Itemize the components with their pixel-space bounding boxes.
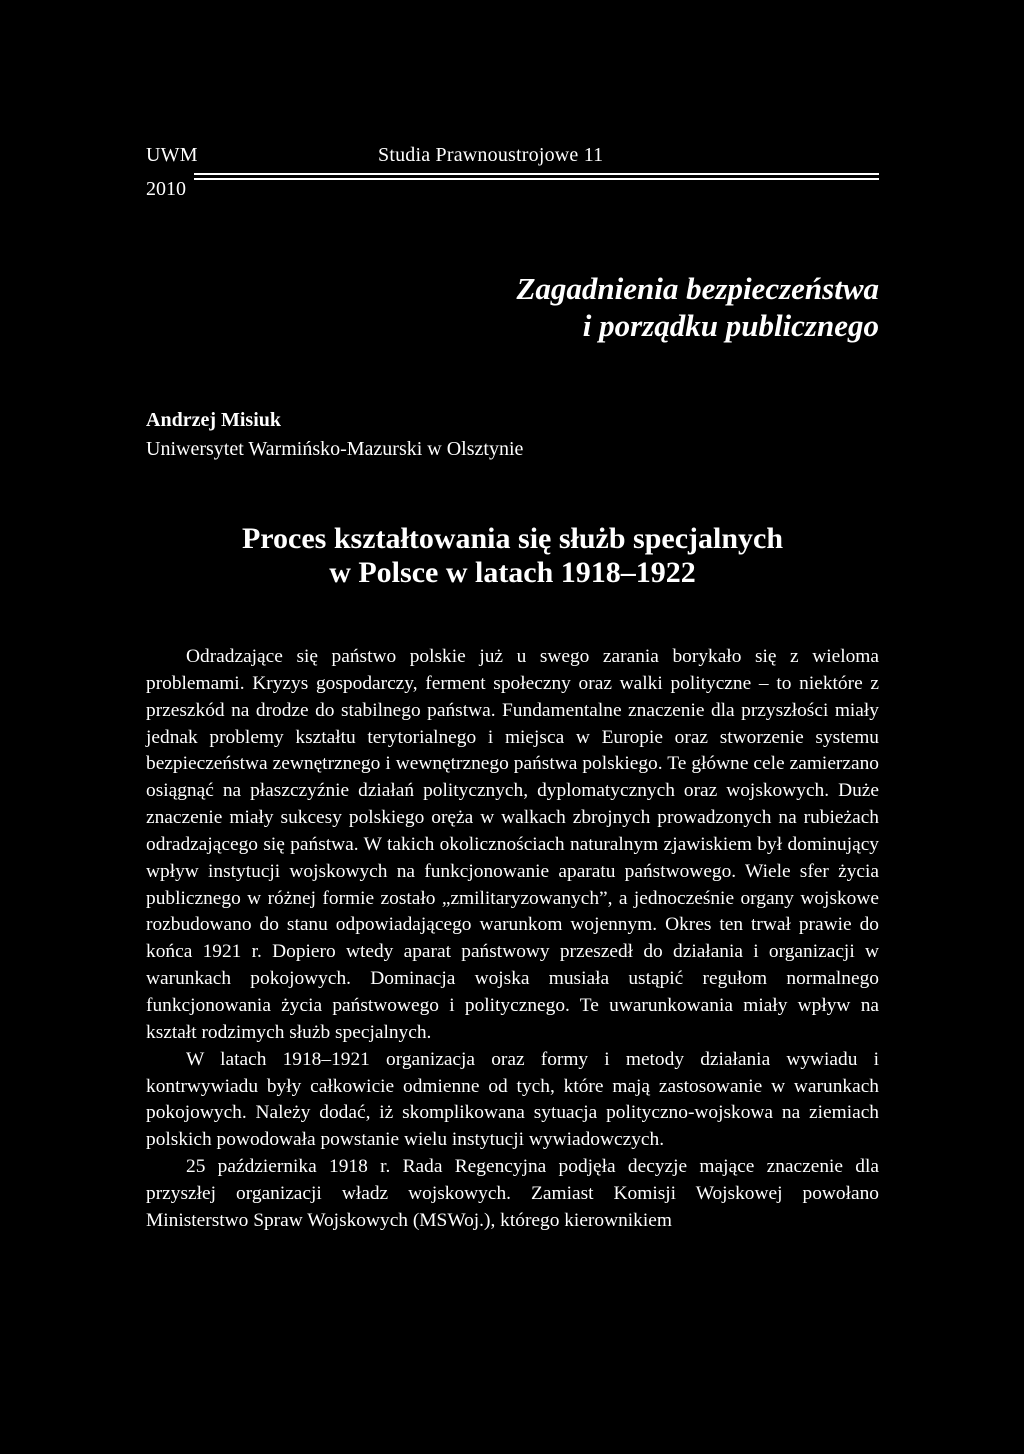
header-rule-top [194,173,879,175]
header-rule-bottom [194,178,879,180]
document-page [146,0,879,1454]
section-title [146,270,879,344]
publisher-label: UWM [146,144,198,166]
article-title-line-1: Proces kształtowania się służb specjalnych [241,522,784,555]
paragraph: 25 października 1918 r. Rada Regencyjna podjęła decyzje mające znaczenie dla przyszłej organizacji władz wojskowych. Zamiast Komisji Wojskowej powołano Ministerstwo Spraw Wojskowych (MSWoj.), którego kierownikiem [146,1156,879,1231]
article-title-line-2: w Polsce w latach 1918–1922 [329,556,696,589]
author-affiliation: Uniwersytet Warmińsko-Mazurski w Olsztynie [146,438,524,460]
author-name: Andrzej Misiuk [146,409,281,431]
article-body [146,644,879,1235]
section-title-line-1: Zagadnienia bezpieczeństwa [516,271,879,306]
paragraph: W latach 1918–1921 organizacja oraz formy i metody działania wywiadu i kontrwywiadu były całkowicie odmienne od tych, które mają zastosowanie w warunkach pokojowych. Należy dodać, iż skomplikowana sytuacja polityczno-wojskowa na ziemiach polskich powodowała powstanie wielu instytucji wywiadowczych. [146,1048,879,1151]
section-title-line-2: i porządku publicznego [582,308,879,343]
article-title [146,522,879,590]
year-label: 2010 [146,178,186,200]
paragraph: Odradzające się państwo polskie już u swego zarania borykało się z wieloma problemami. Kryzys gospodarczy, ferment społeczny oraz walki polityczne – to niektóre z przeszkód na drodze do stabilnego państwa. Fundamentalne znaczenie dla przyszłości miały jednak problemy kształtu terytorialnego i miejsca w Europie oraz stworzenie systemu bezpieczeństwa zewnętrznego i wewnętrznego państwa polskiego. Te główne cele zamierzano osiągnąć na płaszczyźnie działań politycznych, dyplomatycznych oraz wojskowych. Duże znaczenie miały sukcesy polskiego oręża w walkach zbrojnych prowadzonych na rubieżach odradzającego się państwa. W takich okolicznościach naturalnym zjawiskiem był dominujący wpływ instytucji wojskowych na funkcjonowanie aparatu państwowego. Wiele sfer życia publicznego w różnej formie zostało „zmilitaryzowanych”, a jednocześnie organy wojskowe rozbudowano do stanu odpowiadającego warunkom wojennym. Okres ten trwał prawie do końca 1921 r. Dopiero wtedy aparat państwowy przeszedł do działania i organizacji w warunkach pokojowych. Dominacja wojska musiała ustąpić regułom normalnego funkcjonowania życia państwowego i politycznego. Te uwarunkowania miały wpływ na kształt rodzimych służb specjalnych. [146,646,879,1043]
series-label: Studia Prawnoustrojowe 11 [378,144,604,166]
